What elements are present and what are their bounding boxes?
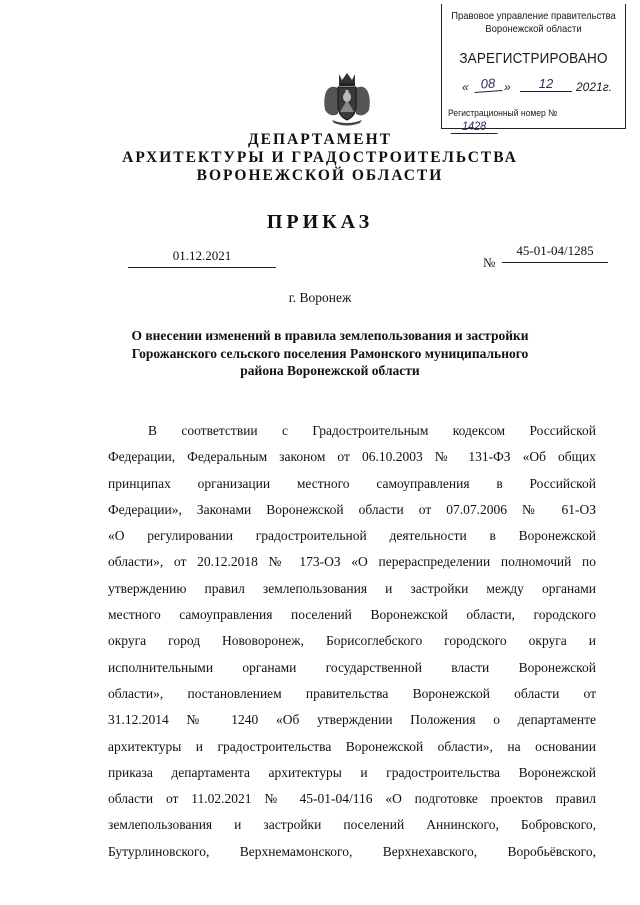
body-line: утверждению правил землепользования и застройки между органами — [108, 580, 596, 596]
body-line: Бутурлиновского, Верхнемамонского, Верхнехавского, Воробьёвского, — [108, 843, 596, 859]
body-line: «О регулировании градостроительной деятельности в Воронежской — [108, 528, 596, 544]
order-body — [108, 418, 596, 865]
voronezh-coat-of-arms-icon — [322, 70, 372, 126]
body-line: приказа департамента архитектуры и градостроительства Воронежской — [108, 764, 596, 780]
body-line: Федерации, Федеральным законом от 06.10.2003 № 131-ФЗ «Об общих — [108, 449, 596, 465]
body-line: округа город Нововоронеж, Борисоглебского городского округа и — [108, 633, 596, 649]
stamp-authority-line1: Правовое управление правительства — [451, 10, 616, 22]
department-line2: АРХИТЕКТУРЫ И ГРАДОСТРОИТЕЛЬСТВА — [122, 149, 518, 166]
stamp-date — [462, 75, 612, 98]
body-line: исполнительными органами государственной власти Воронежской — [108, 659, 596, 675]
body-line: области», от 20.12.2018 № 173-ОЗ «О перераспределении полномочий по — [108, 554, 596, 570]
body-line: землепользования и застройки поселений Аннинского, Бобровского, — [108, 817, 596, 833]
stamp-month: 12 — [520, 76, 572, 92]
department-line3: ВОРОНЕЖСКОЙ ОБЛАСТИ — [196, 167, 444, 184]
stamp-day: 08 — [473, 75, 502, 93]
number-sign: № — [483, 255, 496, 270]
city-label: г. Воронеж — [288, 290, 352, 305]
document-type-title: ПРИКАЗ — [266, 211, 374, 233]
stamp-regnum-value: 1428 — [451, 119, 498, 134]
body-line: В соответствии с Градостроительным кодексом Российской — [148, 423, 596, 438]
stamp-quote-close: » — [504, 80, 511, 94]
department-line1: ДЕПАРТАМЕНТ — [247, 131, 393, 148]
stamp-quote-open: « — [462, 80, 469, 94]
stamp-registered-label: ЗАРЕГИСТРИРОВАНО — [459, 50, 608, 67]
body-line: области», постановлением правительства Воронежской области от — [108, 685, 596, 701]
registration-stamp — [441, 4, 626, 133]
body-line: архитектуры и градостроительства Воронежской области», на основании — [108, 738, 596, 754]
order-title-line: Горожанского сельского поселения Рамонского муниципального — [131, 345, 529, 361]
body-line: принципах организации местного самоуправления в Российской — [108, 475, 596, 491]
stamp-year: 2021г. — [576, 80, 612, 94]
order-title-line: О внесении изменений в правила землепользования и застройки — [131, 328, 529, 343]
body-line: местного самоуправления поселений Воронежской области, городского — [108, 607, 596, 623]
order-title-line: района Воронежской области — [240, 363, 420, 378]
order-date: 01.12.2021 — [128, 248, 276, 268]
stamp-authority-line2: Воронежской области — [485, 23, 582, 35]
order-title — [100, 327, 560, 380]
body-line: Федерации», Законами Воронежской области от 07.07.2006 № 61-ОЗ — [108, 501, 596, 517]
body-line: области от 11.02.2021 № 45-01-04/116 «О подготовке проектов правил — [108, 791, 596, 807]
body-line: 31.12.2014 № 1240 «Об утверждении Положения о департаменте — [108, 712, 596, 728]
stamp-regnum-label: Регистрационный номер № — [448, 108, 558, 119]
order-number: 45-01-04/1285 — [502, 243, 608, 263]
